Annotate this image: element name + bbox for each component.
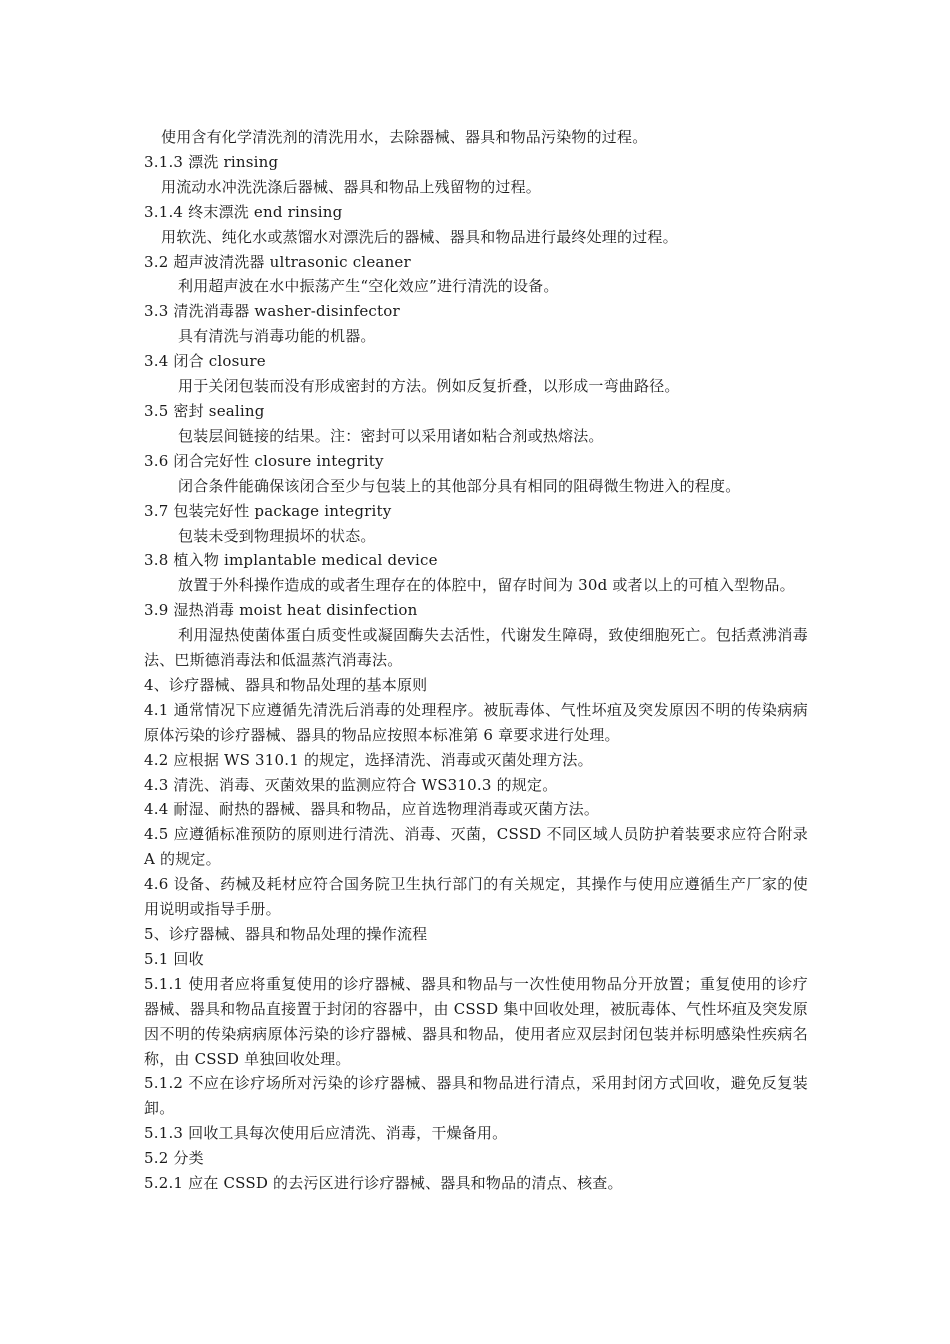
paragraph-ultrasonic-definition: 利用超声波在水中振荡产生“空化效应”进行清洗的设备。 [178, 277, 559, 296]
heading-section-4: 4、诊疗器械、器具和物品处理的基本原则 [144, 675, 428, 694]
heading-3-1-3: 3.1.3 漂洗 rinsing [144, 152, 279, 171]
paragraph-5-2-1: 5.2.1 应在 CSSD 的去污区进行诊疗器械、器具和物品的清点、核查。 [144, 1174, 623, 1193]
heading-3-3: 3.3 清洗消毒器 washer-disinfector [144, 302, 400, 321]
heading-5-2: 5.2 分类 [144, 1149, 204, 1168]
paragraph-closure-integrity-definition: 闭合条件能确保该闭合至少与包装上的其他部分具有相同的阻碍微生物进入的程度。 [178, 476, 741, 495]
heading-section-5: 5、诊疗器械、器具和物品处理的操作流程 [144, 925, 428, 943]
paragraph-4-1: 4.1 通常情况下应遵循先清洗后消毒的处理程序。被朊毒体、气性坏疽及突发原因不明的传染病病原体污染的诊疗器械、器具的物品应按照本标准第 6 章要求进行处理。 [144, 700, 808, 744]
document-body [144, 125, 808, 1196]
paragraph-4-5: 4.5 应遵循标准预防的原则进行清洗、消毒、灭菌，CSSD 不同区域人员防护着装要求应符合附录 A 的规定。 [144, 825, 808, 869]
paragraph-moist-heat-definition: 利用湿热使菌体蛋白质变性或凝固酶失去活性，代谢发生障碍，致使细胞死亡。包括煮沸消毒法、巴斯德消毒法和低温蒸汽消毒法。 [144, 626, 808, 670]
heading-3-4: 3.4 闭合 closure [144, 352, 266, 371]
paragraph-rinsing-definition: 用流动水冲洗洗涤后器械、器具和物品上残留物的过程。 [161, 177, 542, 196]
paragraph-4-6: 4.6 设备、药械及耗材应符合国务院卫生执行部门的有关规定，其操作与使用应遵循生产厂家的使用说明或指导手册。 [144, 875, 808, 919]
heading-3-7: 3.7 包装完好性 package integrity [144, 501, 392, 520]
paragraph-package-integrity-definition: 包装未受到物理损坏的状态。 [178, 526, 376, 545]
paragraph-end-rinsing-definition: 用软洗、纯化水或蒸馏水对漂洗后的器械、器具和物品进行最终处理的过程。 [161, 227, 678, 246]
paragraph-sealing-definition: 包装层间链接的结果。注：密封可以采用诸如粘合剂或热熔法。 [178, 426, 604, 445]
paragraph-5-1-3: 5.1.3 回收工具每次使用后应清洗、消毒，干燥备用。 [144, 1124, 508, 1143]
heading-5-1: 5.1 回收 [144, 949, 204, 968]
paragraph-5-1-1: 5.1.1 使用者应将重复使用的诊疗器械、器具和物品与一次性使用物品分开放置；重复使用的诊疗器械、器具和物品直接置于封闭的容器中，由 CSSD 集中回收处理，被朊毒体、气性坏疽及突发原因不明的传染病病原体污染的诊疗器械、器具和物品，使用者应双层封闭包装并标明感染性疾病名称，由 CSSD 单独回收处理。 [144, 974, 808, 1068]
paragraph-washer-definition: 具有清洗与消毒功能的机器。 [178, 327, 376, 346]
heading-3-8: 3.8 植入物 implantable medical device [144, 551, 438, 570]
paragraph-4-2: 4.2 应根据 WS 310.1 的规定，选择清洗、消毒或灭菌处理方法。 [144, 750, 593, 769]
paragraph-implant-definition: 放置于外科操作造成的或者生理存在的体腔中，留存时间为 30d 或者以上的可植入型物品。 [178, 576, 795, 595]
heading-3-6: 3.6 闭合完好性 closure integrity [144, 451, 384, 470]
paragraph-4-3: 4.3 清洗、消毒、灭菌效果的监测应符合 WS310.3 的规定。 [144, 775, 558, 794]
heading-3-1-4: 3.1.4 终末漂洗 end rinsing [144, 202, 343, 221]
heading-3-5: 3.5 密封 sealing [144, 401, 265, 420]
heading-3-2: 3.2 超声波清洗器 ultrasonic cleaner [144, 252, 411, 271]
paragraph-5-1-2: 5.1.2 不应在诊疗场所对污染的诊疗器械、器具和物品进行清点，采用封闭方式回收，避免反复装卸。 [144, 1074, 808, 1118]
paragraph-cleaning-definition: 使用含有化学清洗剂的清洗用水，去除器械、器具和物品污染物的过程。 [161, 128, 648, 146]
paragraph-closure-definition: 用于关闭包装而没有形成密封的方法。例如反复折叠，以形成一弯曲路径。 [178, 377, 680, 396]
paragraph-4-4: 4.4 耐湿、耐热的器械、器具和物品，应首选物理消毒或灭菌方法。 [144, 800, 600, 819]
heading-3-9: 3.9 湿热消毒 moist heat disinfection [144, 601, 418, 620]
